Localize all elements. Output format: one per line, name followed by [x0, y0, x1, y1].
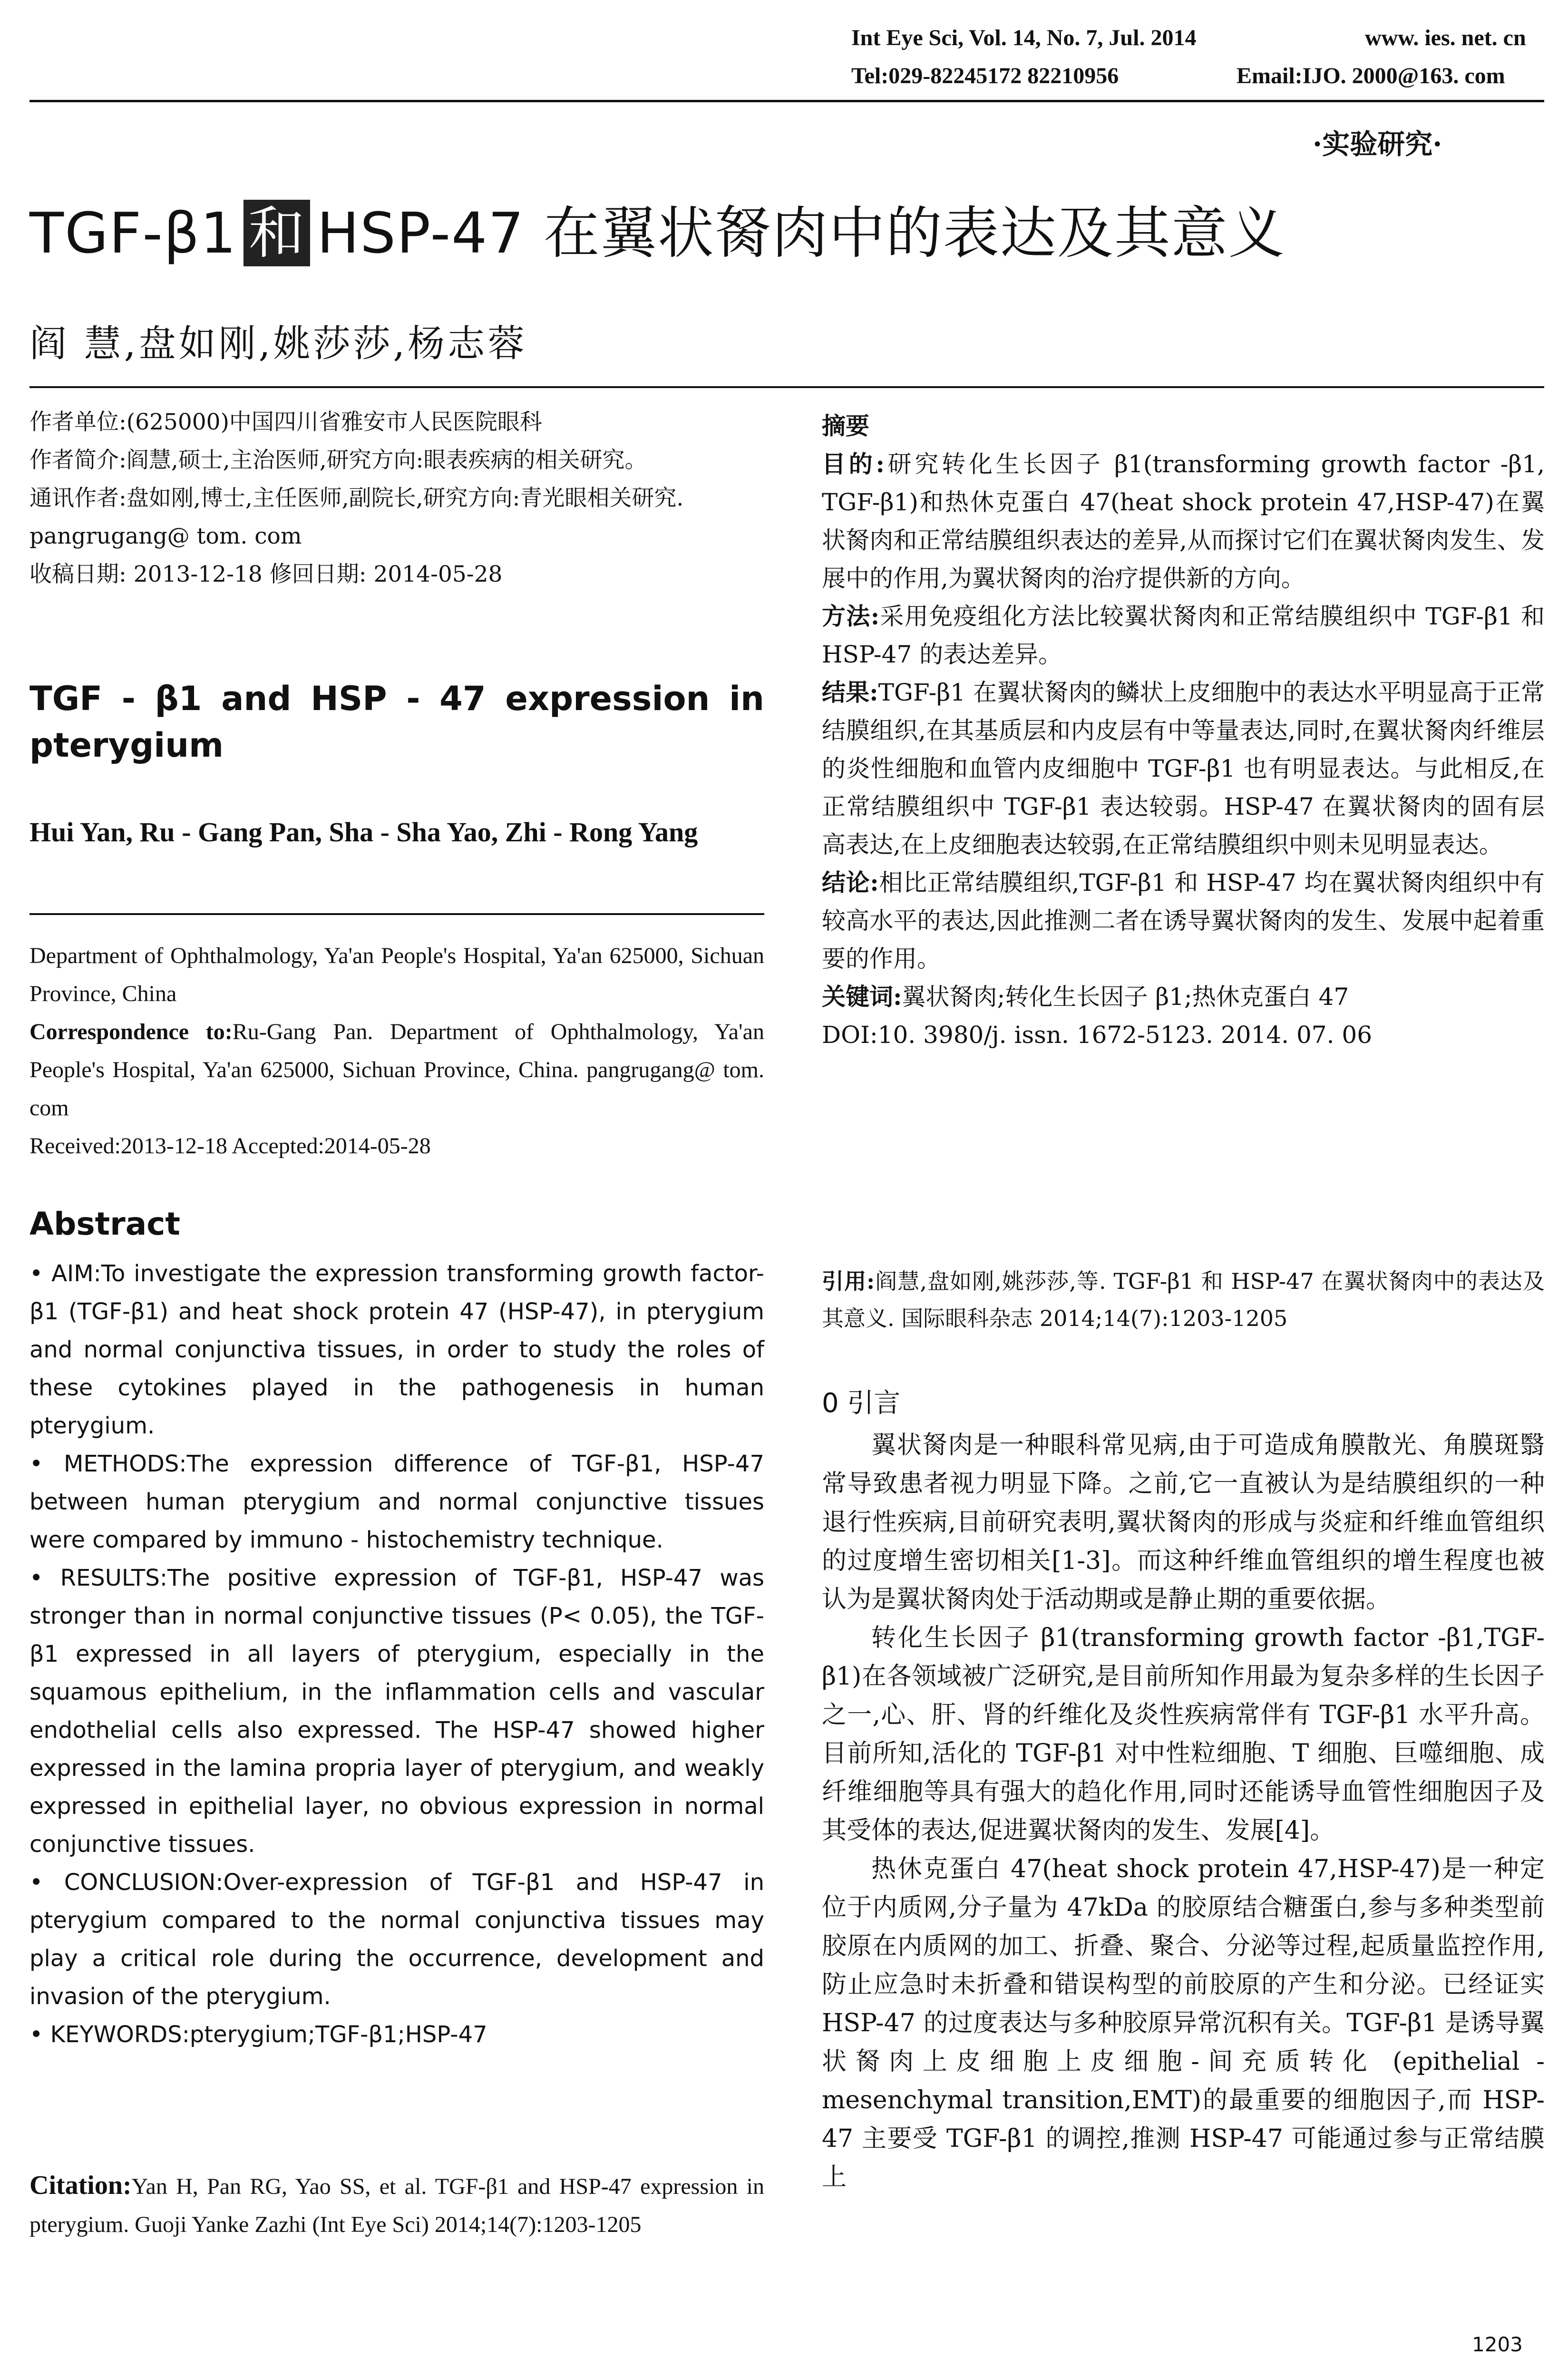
intro-paragraph-1: 翼状胬肉是一种眼科常见病,由于可造成角膜散光、角膜斑翳常导致患者视力明显下降。之前,它一直被认为是结膜组织的一种退行性疾病,目前研究表明,翼状胬肉的形成与炎症和纤维血管组织的过度增生密切相关[1-3]。而这种纤维血管组织的增生程度也被认为是翼状胬肉处于活动期或是静止期的重要依据。 — [822, 1431, 1545, 1614]
abstract-heading: Abstract — [29, 1206, 180, 1242]
english-authors: Hui Yan, Ru - Gang Pan, Sha - Sha Yao, Zhi - Rong Yang — [29, 817, 698, 848]
author-info-cn — [29, 403, 764, 594]
received-accepted: Received:2013-12-18 Accepted:2014-05-28 — [29, 1133, 431, 1159]
abstract-cn — [822, 407, 1545, 1054]
aim-label: 目的: — [822, 450, 885, 478]
journal-tel: Tel:029-82245172 82210956 — [851, 63, 1119, 88]
intro-paragraph-3: 热休克蛋白 47(heat shock protein 47,HSP-47)是一种定位于内质网,分子量为 47kDa 的胶原结合糖蛋白,参与多种类型前胶原在内质网的加工、折叠、聚合、分泌等过程,起质量监控作用,防止应急时未折叠和错误构型的前胶原的产生和分泌。已经证实 HSP-47 的过度表达与多种胶原异常沉积有关。TGF-β1 是诱导翼状胬肉上皮细胞上皮细胞-间充质转化 (epithelial - mesenchymal transition,EMT)的最重要的细胞因子,而 HSP-47 主要受 TGF-β1 的调控,推测 HSP-47 可能通过参与正常结膜上 — [822, 1855, 1545, 2192]
conclusion-label: 结论: — [822, 868, 879, 896]
methods-label: 方法: — [822, 602, 880, 630]
english-department: Department of Ophthalmology, Ya'an People's Hospital, Ya'an 625000, Sichuan Province, China — [29, 943, 764, 1006]
title-rule — [29, 386, 1544, 388]
english-rule — [29, 913, 764, 915]
methods-text: 采用免疫组化方法比较翼状胬肉和正常结膜组织中 TGF-β1 和 HSP-47 的表达差异。 — [822, 603, 1545, 668]
header-rule — [29, 100, 1544, 102]
citation-cn — [822, 1263, 1545, 1337]
title-highlight: 和 — [243, 200, 310, 266]
citation-cn-text: 阎慧,盘如刚,姚莎莎,等. TGF-β1 和 HSP-47 在翼状胬肉中的表达及其意义. 国际眼科杂志 2014;14(7):1203-1205 — [822, 1268, 1545, 1331]
citation-text: Yan H, Pan RG, Yao SS, et al. TGF-β1 and HSP-47 expression in pterygium. Guoji Yanke Zazhi (Int Eye Sci) 2014;14(7):1203-1205 — [29, 2174, 764, 2237]
citation-en — [29, 2166, 764, 2244]
citation-cn-label: 引用: — [822, 1268, 875, 1294]
page-number: 1203 — [1472, 2333, 1523, 2356]
keywords-label: 关键词: — [822, 983, 902, 1011]
intro-paragraph-2: 转化生长因子 β1(transforming growth factor -β1,TGF-β1)在各领域被广泛研究,是目前所知作用最为复杂多样的生长因子之一,心、肝、肾的纤维化及炎性疾病常伴有 TGF-β1 水平升高。目前所知,活化的 TGF-β1 对中性粒细胞、T 细胞、巨噬细胞、成纤维细胞等具有强大的趋化作用,同时还能诱导血管性细胞因子及其受体的表达,促进翼状胬肉的发生、发展[4]。 — [822, 1624, 1545, 1845]
correspondence-text: Ru-Gang Pan. Department of Ophthalmology, Ya'an People's Hospital, Ya'an 625000, Sichuan Province, China. pangrugang@ tom. com — [29, 1019, 764, 1120]
results-label: 结果: — [822, 678, 878, 706]
dates-cn: 收稿日期: 2013-12-18 修回日期: 2014-05-28 — [29, 561, 503, 587]
journal-website: www. ies. net. cn — [1365, 25, 1526, 50]
english-affiliation-block — [29, 937, 764, 1165]
citation-label: Citation: — [29, 2171, 132, 2200]
authors-cn: 阎 慧,盘如刚,姚莎莎,杨志蓉 — [29, 322, 528, 365]
abstract-cn-keywords — [822, 978, 1545, 1016]
doi: DOI:10. 3980/j. issn. 1672-5123. 2014. 07. 06 — [822, 1021, 1373, 1049]
title-part1: TGF-β1 — [29, 200, 237, 266]
abstract-methods: • METHODS:The expression difference of TGF-β1, HSP-47 between human pterygium and normal conjunctive tissues were compared by immuno - histochemistry technique. — [29, 1451, 764, 1553]
english-title: TGF - β1 and HSP - 47 expression in pterygium — [29, 679, 764, 765]
correspondence-label: Correspondence to: — [29, 1019, 233, 1044]
abstract-keywords: • KEYWORDS:pterygium;TGF-β1;HSP-47 — [29, 2021, 487, 2048]
author-affiliation: 作者单位:(625000)中国四川省雅安市人民医院眼科 — [29, 409, 542, 435]
abstract-body — [29, 1255, 764, 2054]
abstract-cn-conclusion — [822, 864, 1545, 978]
correspondence — [29, 1013, 764, 1127]
abstract-cn-results — [822, 673, 1545, 864]
title-part2: HSP-47 在翼状胬肉中的表达及其意义 — [317, 200, 1286, 266]
corresponding-author: 通讯作者:盘如刚,博士,主任医师,副院长,研究方向:青光眼相关研究. pangrugang@ tom. com — [29, 485, 684, 549]
conclusion-text: 相比正常结膜组织,TGF-β1 和 HSP-47 均在翼状胬肉组织中有较高水平的表达,因此推测二者在诱导翼状胬肉的发生、发展中起着重要的作用。 — [822, 869, 1545, 973]
abstract-cn-methods — [822, 597, 1545, 673]
abstract-aim: • AIM:To investigate the expression transforming growth factor-β1 (TGF-β1) and heat shock protein 47 (HSP-47), in pterygium and normal conjunctiva tissues, in order to study the roles of these cytokines played in the pathogenesis in human pterygium. — [29, 1260, 764, 1439]
keywords-text: 翼状胬肉;转化生长因子 β1;热休克蛋白 47 — [902, 983, 1349, 1011]
journal-line: Int Eye Sci, Vol. 14, No. 7, Jul. 2014 — [851, 25, 1197, 50]
abstract-conclusion: • CONCLUSION:Over-expression of TGF-β1 and HSP-47 in pterygium compared to the normal conjunctiva tissues may play a critical role during the occurrence, development and invasion of the pterygium. — [29, 1869, 764, 2010]
aim-text: 研究转化生长因子 β1(transforming growth factor -β1, TGF-β1)和热休克蛋白 47(heat shock protein 47,HSP-47)在翼状胬肉和正常结膜组织表达的差异,从而探讨它们在翼状胬肉发生、发展中的作用,为翼状胬肉的治疗提供新的方向。 — [822, 450, 1545, 592]
abstract-results: • RESULTS:The positive expression of TGF-β1, HSP-47 was stronger than in normal conjunctive tissues (P< 0.05), the TGF-β1 expressed in all layers of pterygium, especially in the squamous epithelium, in the inflammation cells and vascular endothelial cells also expressed. The HSP-47 showed higher expressed in the lamina propria layer of pterygium, and weakly expressed in epithelial layer, no obvious expression in normal conjunctive tissues. — [29, 1565, 764, 1858]
introduction — [822, 1384, 1545, 2197]
results-text: TGF-β1 在翼状胬肉的鳞状上皮细胞中的表达水平明显高于正常结膜组织,在其基质层和内皮层有中等量表达,同时,在翼状胬肉纤维层的炎性细胞和血管内皮细胞中 TGF-β1 也有明显表达。与此相反,在正常结膜组织中 TGF-β1 表达较弱。HSP-47 在翼状胬肉的固有层高表达,在上皮细胞表达较弱,在正常结膜组织中则未见明显表达。 — [822, 679, 1545, 858]
page-title — [29, 200, 1542, 266]
journal-email: Email:IJO. 2000@163. com — [1237, 63, 1505, 88]
abstract-cn-aim — [822, 445, 1545, 597]
section-tag: ·实验研究· — [1313, 128, 1442, 160]
author-intro: 作者简介:阎慧,硕士,主治医师,研究方向:眼表疾病的相关研究。 — [29, 447, 647, 473]
abstract-cn-heading: 摘要 — [822, 412, 869, 440]
intro-heading: 0 引言 — [822, 1388, 901, 1419]
